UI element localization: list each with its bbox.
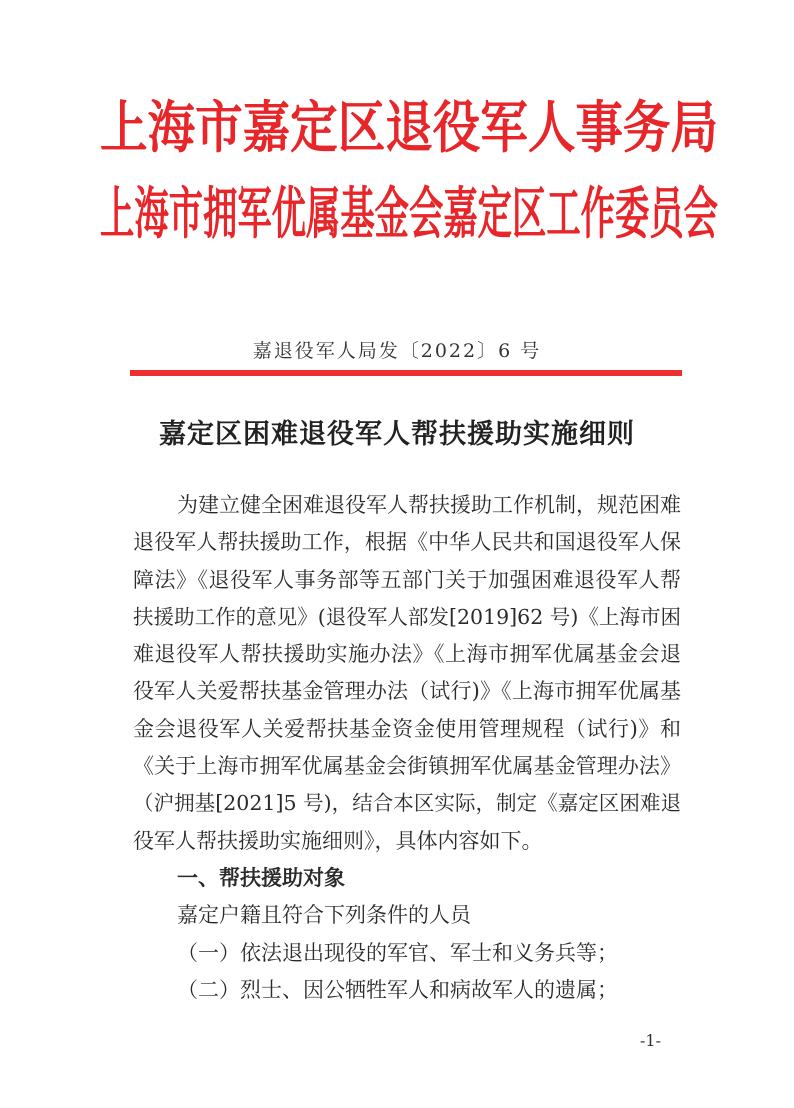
body-line: 退役军人帮扶援助工作，根据《中华人民共和国退役军人保: [133, 530, 681, 555]
body-line: 为建立健全困难退役军人帮扶援助工作机制，规范困难: [177, 493, 681, 517]
body-line: 金会退役军人关爱帮扶基金资金使用管理规程（试行)》和: [133, 716, 681, 741]
list-item: （二）烈士、因公牺牲军人和病故军人的遗属；: [177, 977, 618, 1002]
document-body: [133, 487, 681, 1009]
body-line: （沪拥基[2021]5 号)，结合本区实际，制定《嘉定区困难退: [133, 791, 681, 816]
document-number: 嘉退役军人局发〔2022〕6 号: [252, 340, 542, 362]
body-line: 《关于上海市拥军优属基金会街镇拥军优属基金管理办法》: [133, 754, 681, 779]
section-heading: 一、帮扶援助对象: [177, 865, 345, 890]
body-line: 扶援助工作的意见》(退役军人部发[2019]62 号)《上海市困: [133, 604, 681, 629]
body-line: 障法》《退役军人事务部等五部门关于加强困难退役军人帮: [133, 567, 681, 592]
section-intro: 嘉定户籍且符合下列条件的人员: [177, 903, 471, 928]
body-line: 役军人帮扶援助实施细则》，具体内容如下。: [133, 828, 543, 853]
document-title: 嘉定区困难退役军人帮扶援助实施细则: [159, 419, 635, 450]
body-line: 役军人关爱帮扶基金管理办法（试行)》《上海市拥军优属基: [133, 679, 681, 704]
body-line: 难退役军人帮扶援助实施办法》《上海市拥军优属基金会退: [133, 642, 681, 667]
letterhead-line-2: 上海市拥军优属基金会嘉定区工作委员会: [100, 182, 718, 247]
list-item: （一）依法退出现役的军官、军士和义务兵等；: [177, 940, 618, 965]
page-number: -1-: [640, 1031, 661, 1050]
letterhead-line-1: 上海市嘉定区退役军人事务局: [100, 96, 718, 161]
red-divider-line: [130, 370, 682, 376]
